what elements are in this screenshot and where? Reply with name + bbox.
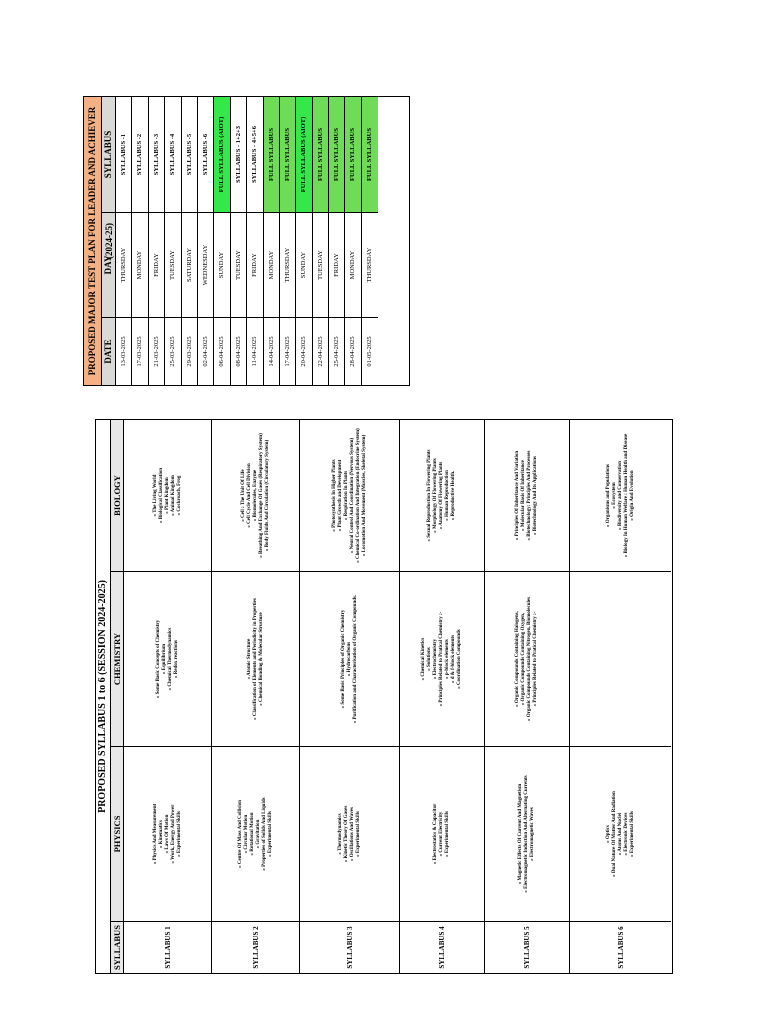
plan-syllabus-cell: FULL SYLLABUS bbox=[264, 97, 279, 212]
biology-topic: » Cell Cycle And Cell Division bbox=[246, 463, 252, 528]
chemistry-topic: » Organic Compounds Containing Oxygen, bbox=[521, 612, 526, 706]
syllabus-row-label: SYLLABUS 2 bbox=[212, 921, 299, 973]
test-plan-row bbox=[214, 97, 230, 385]
plan-syllabus-cell: SYLLABUS - 4+5+6 bbox=[251, 126, 259, 183]
plan-syllabus-cell: SYLLABUS -3 bbox=[152, 133, 160, 176]
plan-day-cell: FRIDAY bbox=[149, 212, 164, 317]
syllabus-row-label: SYLLABUS 6 bbox=[570, 921, 671, 973]
chemistry-topic: » Principles Related to Pratical Chemistry :- bbox=[533, 611, 538, 707]
chemistry-topic: » Classification of Elements and Periodicity in Properties bbox=[252, 598, 258, 720]
plan-syllabus-cell: SYLLABUS - 1+2+3 bbox=[234, 126, 242, 183]
syllabus-table-title: PROPOSED SYLLABUS 1 to 6 (SESSION 2024-2025) bbox=[96, 420, 111, 973]
plan-day-cell: THURSDAY bbox=[116, 212, 131, 317]
physics-topic: » Experimental Skills bbox=[629, 811, 635, 857]
plan-day-cell: TUESDAY bbox=[313, 212, 328, 317]
test-plan-row bbox=[313, 97, 329, 385]
chemistry-topic: » Atomic Structure bbox=[246, 638, 252, 680]
biology-topic: » Plant Growth and Development bbox=[337, 459, 343, 532]
chemistry-topic: » Organic Compounds Containing Nitrogen, Biomolecules bbox=[527, 596, 532, 722]
chemistry-topic: » Hydrocarbons bbox=[346, 641, 352, 677]
physics-topic: » Thermodynamics bbox=[337, 813, 343, 855]
chemistry-cell bbox=[300, 571, 399, 746]
test-plan-row bbox=[231, 97, 247, 385]
biology-topic: » Plant Kingdom bbox=[164, 477, 170, 514]
plan-syllabus-cell: FULL SYLLABUS bbox=[329, 97, 344, 212]
physics-topic: » Electromagnetic Waves bbox=[530, 807, 535, 861]
plan-day-cell: THURSDAY bbox=[280, 212, 295, 317]
syllabus-table-header bbox=[111, 420, 124, 973]
plan-day-cell: SUNDAY bbox=[214, 212, 229, 317]
plan-day-cell: MONDAY bbox=[132, 212, 147, 317]
biology-topic: » Molecular Basis Of Inheritance bbox=[521, 460, 526, 531]
biology-topic: » Ecosystem bbox=[611, 482, 617, 509]
plan-date-cell: 17-03-2025 bbox=[132, 317, 147, 385]
test-plan-header bbox=[102, 97, 116, 385]
header-date: DATE bbox=[102, 317, 115, 385]
physics-topic: » Kinematics bbox=[158, 820, 164, 848]
physics-topic: » Electrostatics & Capacitor bbox=[433, 803, 438, 865]
biology-topic: » Cockroach, Frog bbox=[176, 475, 182, 516]
physics-topic: » Centre Of Mass And Collision bbox=[237, 800, 243, 868]
plan-date-cell: 08-04-2025 bbox=[231, 317, 246, 385]
physics-topic: » Oscillations And Waves bbox=[349, 807, 355, 861]
plan-date-cell: 25-04-2025 bbox=[329, 317, 344, 385]
physics-topic: » Dual Nature Of Matter And Radiation bbox=[611, 791, 617, 877]
plan-syllabus-cell: SYLLABUS -1 bbox=[120, 133, 127, 176]
physics-topic: » Experimental Skills bbox=[176, 811, 182, 857]
physics-topic: » Atoms And Nuclei bbox=[617, 812, 623, 856]
biology-topic: » Biology In Human Welfare : Human Health and Disease bbox=[623, 433, 629, 558]
physics-cell bbox=[485, 746, 569, 921]
test-plan-row bbox=[247, 97, 263, 385]
test-plan-row bbox=[198, 97, 214, 385]
biology-topic: » Biomolecules, Enzyme bbox=[252, 469, 258, 522]
plan-date-cell: 14-04-2025 bbox=[264, 317, 279, 385]
syllabus-table bbox=[95, 419, 673, 974]
test-plan-row bbox=[329, 97, 345, 385]
biology-topic: » Body Fluids And Circulation (Circulatory System) bbox=[264, 439, 270, 552]
biology-topic: » Biodiversity and Conservation bbox=[617, 461, 623, 530]
plan-day-cell: MONDAY bbox=[264, 212, 279, 317]
plan-day-cell: THURSDAY bbox=[362, 212, 378, 317]
plan-date-cell: 02-04-2025 bbox=[198, 317, 213, 385]
syllabus-row-label: SYLLABUS 3 bbox=[300, 921, 399, 973]
plan-day-cell: SATURDAY bbox=[182, 212, 197, 317]
syllabus-row bbox=[212, 420, 300, 973]
chemistry-topic: » Redox reactions bbox=[173, 640, 179, 678]
syllabus-row bbox=[570, 420, 671, 973]
physics-topic: » Laws Of Motion bbox=[164, 814, 170, 854]
chemistry-topic: » Chemical Thermodynamics bbox=[167, 627, 173, 691]
plan-date-cell: 29-03-2025 bbox=[182, 317, 197, 385]
biology-topic: » Biotechnology And Its Applications bbox=[533, 456, 538, 535]
plan-syllabus-cell: FULL SYLLABUS bbox=[345, 97, 360, 212]
physics-topic: » Experimental Skills bbox=[445, 811, 450, 857]
biology-topic: » Chemical Co-ordination And Integration (Endocrine System) bbox=[355, 428, 361, 563]
plan-date-cell: 28-04-2025 bbox=[345, 317, 360, 385]
test-plan-title: PROPOSED MAJOR TEST PLAN FOR LEADER AND ACHIEVER (2024-25) bbox=[84, 97, 102, 385]
biology-topic: » Biological Classification bbox=[158, 468, 164, 523]
biology-topic: » Animal Kingdom bbox=[170, 475, 176, 516]
plan-day-cell: TUESDAY bbox=[231, 212, 246, 317]
biology-topic: » Breathing And Exchange Of Gases (Respiratory System) bbox=[258, 433, 264, 558]
test-plan-table bbox=[83, 96, 410, 386]
biology-cell bbox=[570, 420, 671, 571]
physics-topic: » Rotational Motion bbox=[249, 812, 255, 856]
biology-topic: » Cell : The Unit Of Life bbox=[240, 469, 246, 522]
chemistry-topic: » Chemical Kinetics bbox=[421, 637, 426, 681]
physics-topic: » Electromagnetic Induction And Alternating Currents bbox=[524, 775, 529, 893]
test-plan-row bbox=[116, 97, 132, 385]
plan-date-cell: 01-05-2025 bbox=[362, 317, 378, 385]
physics-topic: » Experimental Skills bbox=[355, 811, 361, 857]
syllabus-row bbox=[485, 420, 570, 973]
biology-cell bbox=[212, 420, 299, 571]
chemistry-topic: » Some Basic Principles of Organic Chemistry bbox=[340, 609, 346, 709]
chemistry-cell bbox=[212, 571, 299, 746]
physics-cell bbox=[300, 746, 399, 921]
plan-syllabus-cell: SYLLABUS -6 bbox=[201, 133, 209, 176]
biology-cell bbox=[300, 420, 399, 571]
test-plan-row bbox=[132, 97, 148, 385]
plan-date-cell: 21-03-2025 bbox=[149, 317, 164, 385]
syllabus-row bbox=[300, 420, 400, 973]
test-plan-row bbox=[296, 97, 312, 385]
physics-topic: » Circular Motion bbox=[243, 814, 249, 854]
plan-syllabus-cell: FULL SYLLABUS bbox=[362, 97, 378, 212]
biology-topic: » Anatomy Of Flowering Plants bbox=[439, 461, 444, 530]
header-physics: PHYSICS bbox=[111, 746, 123, 921]
test-plan-row bbox=[182, 97, 198, 385]
physics-topic: » Optics bbox=[605, 825, 611, 843]
biology-topic: » Human Reproduction bbox=[445, 470, 450, 521]
chemistry-topic: » d & f-block elements bbox=[451, 634, 456, 684]
plan-syllabus-cell: FULL SYLLABUS bbox=[280, 97, 295, 212]
plan-date-cell: 22-04-2025 bbox=[313, 317, 328, 385]
chemistry-cell bbox=[124, 571, 211, 746]
plan-day-cell: WEDNESDAY bbox=[198, 212, 213, 317]
test-plan-body bbox=[116, 97, 378, 385]
plan-date-cell: 25-03-2025 bbox=[165, 317, 180, 385]
plan-syllabus-cell: FULL SYLLABUS (AIOT) bbox=[296, 97, 311, 212]
biology-cell bbox=[400, 420, 484, 571]
plan-date-cell: 20-04-2025 bbox=[296, 317, 311, 385]
biology-topic: » Principles Of Inheritance And Variation bbox=[515, 450, 520, 541]
plan-day-cell: SUNDAY bbox=[296, 212, 311, 317]
chemistry-topic: » Electrochemistry bbox=[433, 638, 438, 680]
biology-cell bbox=[124, 420, 211, 571]
test-plan-row bbox=[280, 97, 296, 385]
biology-cell bbox=[485, 420, 569, 571]
header-day: DAY bbox=[102, 212, 115, 317]
biology-topic: » Photosynthesis In Higher Plants bbox=[331, 459, 337, 532]
syllabus-row bbox=[400, 420, 485, 973]
syllabus-row-label: SYLLABUS 4 bbox=[400, 921, 484, 973]
plan-syllabus-cell: SYLLABUS -2 bbox=[136, 133, 144, 176]
plan-date-cell: 06-04-2025 bbox=[214, 317, 229, 385]
plan-syllabus-cell: FULL SYLLABUS bbox=[313, 97, 328, 212]
biology-topic: » Origin And Evolution bbox=[629, 470, 635, 521]
chemistry-topic: » Coordination Compounds bbox=[457, 629, 462, 689]
chemistry-topic: » Purification and Characterisation of Organic Compounds. bbox=[352, 594, 358, 724]
physics-topic: » Work, Energy And Power bbox=[170, 804, 176, 864]
chemistry-topic: » Solutions bbox=[427, 647, 432, 671]
biology-topic: » Organisms and Populations bbox=[605, 464, 611, 527]
physics-topic: » Gravitation bbox=[255, 819, 261, 849]
biology-topic: » Reproductive Health. bbox=[451, 470, 456, 521]
plan-day-cell: FRIDAY bbox=[329, 212, 344, 317]
biology-topic: » The Living World bbox=[152, 474, 158, 517]
plan-syllabus-cell: FULL SYLLABUS (AIOT) bbox=[214, 97, 229, 212]
test-plan-row bbox=[165, 97, 181, 385]
biology-topic: » Neural Control And Coordination (Nervous System) bbox=[349, 437, 355, 554]
syllabus-row-label: SYLLABUS 5 bbox=[485, 921, 569, 973]
biology-topic: » Sexual Reproduction In Flowering Plants bbox=[427, 449, 432, 542]
chemistry-topic: » Chemical Bonding & Molecular Structure bbox=[258, 612, 264, 706]
plan-day-cell: MONDAY bbox=[345, 212, 360, 317]
physics-topic: » Properties of Solids And Liquids bbox=[261, 797, 267, 871]
test-plan-row bbox=[345, 97, 361, 385]
biology-topic: » Morphology Of Flowering Plants bbox=[433, 458, 438, 533]
syllabus-table-body bbox=[124, 420, 671, 973]
physics-topic: » Current Electricity bbox=[439, 811, 444, 857]
plan-date-cell: 11-04-2025 bbox=[247, 317, 262, 385]
physics-cell bbox=[570, 746, 671, 921]
plan-day-cell: TUESDAY bbox=[165, 212, 180, 317]
chemistry-topic: » Principles Related to Pratical Chemistry :- bbox=[439, 611, 444, 707]
chemistry-topic: » Some Basic Concepts of Chemistry bbox=[155, 619, 161, 699]
header-chemistry: CHEMISTRY bbox=[111, 571, 123, 746]
physics-cell bbox=[400, 746, 484, 921]
header-biology: BIOLOGY bbox=[112, 475, 122, 516]
test-plan-row bbox=[149, 97, 165, 385]
syllabus-row bbox=[124, 420, 212, 973]
syllabus-row-label: SYLLABUS 1 bbox=[124, 921, 211, 973]
chemistry-topic: » Organic Compounds Containing Halogens, bbox=[515, 611, 520, 707]
physics-topic: » Kinetic Theory Of Gases bbox=[343, 805, 349, 863]
physics-cell bbox=[124, 746, 211, 921]
plan-syllabus-cell: SYLLABUS -4 bbox=[169, 133, 177, 176]
plan-syllabus-cell: SYLLABUS -5 bbox=[185, 133, 193, 176]
physics-topic: » Physics And Measurement bbox=[152, 803, 158, 865]
test-plan-row bbox=[264, 97, 280, 385]
physics-cell bbox=[212, 746, 299, 921]
chemistry-cell bbox=[570, 571, 671, 746]
chemistry-topic: » Equilibrium bbox=[161, 643, 167, 675]
test-plan-row bbox=[362, 97, 378, 385]
biology-topic: » Respiration In Plants bbox=[343, 470, 349, 521]
physics-topic: » Experimental Skills bbox=[267, 811, 273, 857]
physics-topic: » Electronic Devices bbox=[623, 812, 629, 856]
chemistry-topic: » p-block elements bbox=[445, 639, 450, 679]
header-plan-syllabus: SYLLABUS bbox=[103, 130, 113, 179]
plan-date-cell: 13-03-2025 bbox=[116, 317, 131, 385]
physics-topic: » Magnetic Effects Of Current And Magnetism bbox=[518, 783, 523, 885]
chemistry-cell bbox=[485, 571, 569, 746]
plan-day-cell: FRIDAY bbox=[247, 212, 262, 317]
biology-topic: » Locomotion And Movement (Muscles, Skeletal System) bbox=[361, 434, 367, 557]
biology-topic: » Biotechnology: Principles And Processes bbox=[527, 450, 532, 541]
header-syllabus: SYLLABUS bbox=[111, 921, 123, 973]
plan-date-cell: 17-04-2025 bbox=[280, 317, 295, 385]
chemistry-cell bbox=[400, 571, 484, 746]
